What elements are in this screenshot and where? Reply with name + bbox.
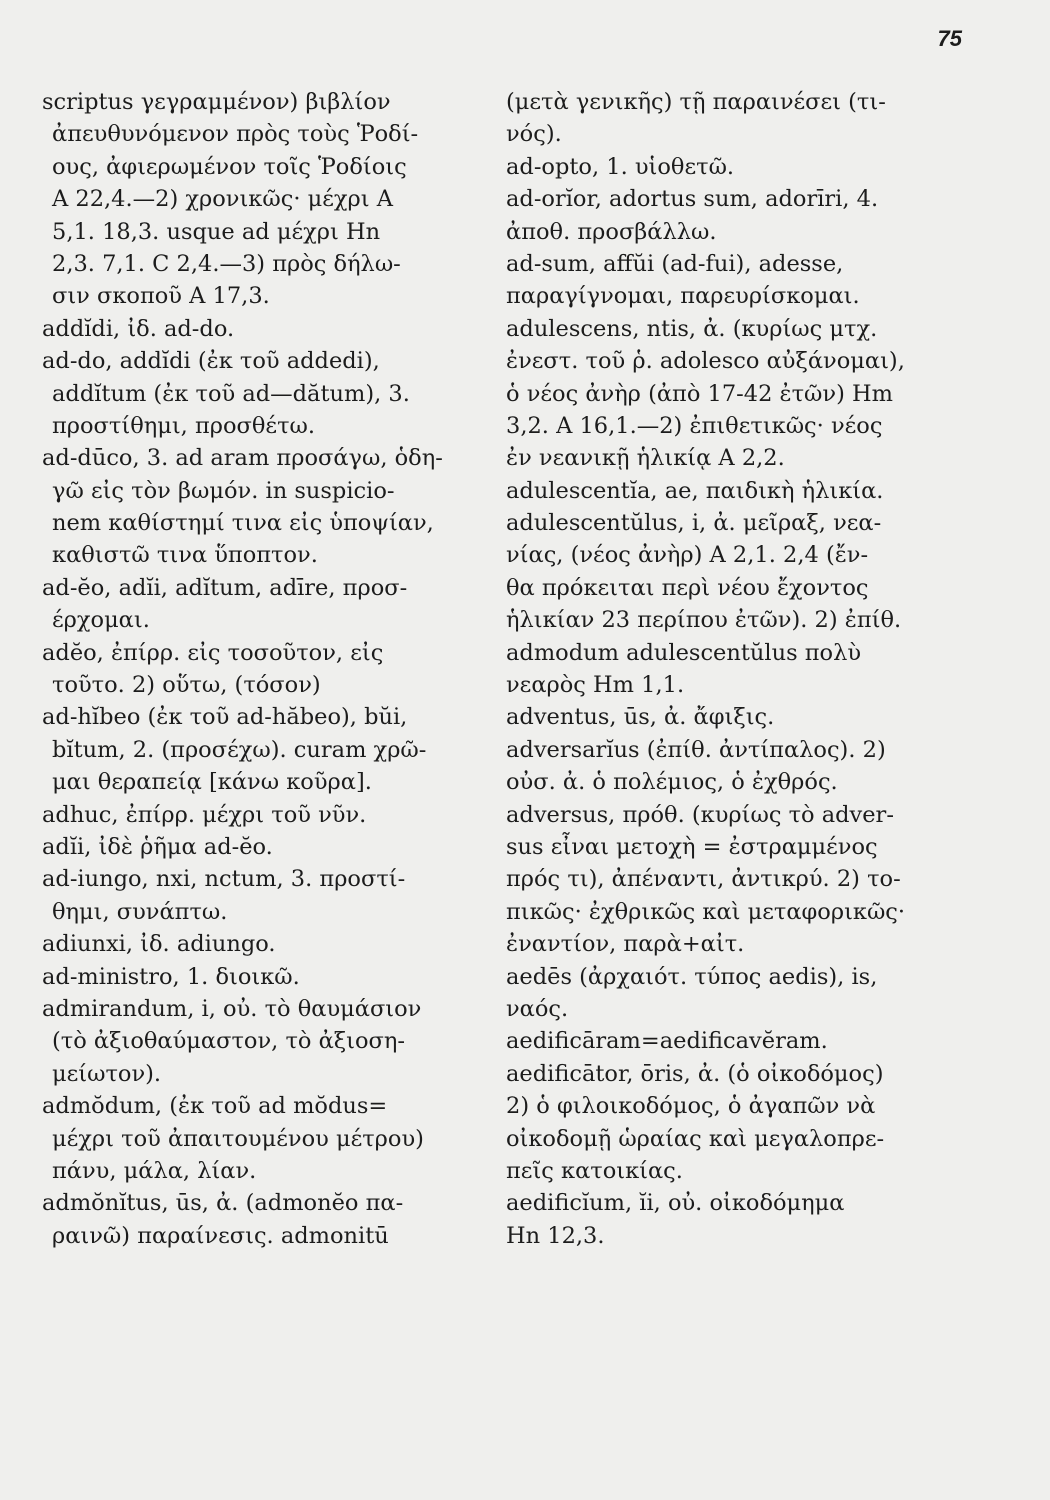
dictionary-line: 3,2. Α 16,1.—2) ἐπιθετικῶς· νέος xyxy=(506,412,883,439)
dictionary-line: 5,1. 18,3. usque ad μέχρι Ηn xyxy=(52,218,381,245)
dictionary-line: σιν σκοποῦ Α 17,3. xyxy=(52,283,270,310)
dictionary-line: ad-dūco, 3. ad aram προσάγω, ὁδη- xyxy=(42,445,443,472)
dictionary-line: adĭi, ἰδὲ ῥῆμα ad-ĕo. xyxy=(42,833,273,860)
dictionary-line: Ηn 12,3. xyxy=(506,1222,605,1249)
dictionary-line: adhuc, ἐπίρρ. μέχρι τοῦ νῦν. xyxy=(42,801,367,828)
dictionary-line: admodum adulescentŭlus πολὺ xyxy=(506,639,862,666)
dictionary-line: ad-ĕo, adĭi, adĭtum, adīre, προσ- xyxy=(42,574,408,601)
dictionary-line: θημι, συνάπτω. xyxy=(52,898,228,925)
dictionary-line: 2,3. 7,1. C 2,4.—3) πρὸς δήλω- xyxy=(52,250,401,277)
dictionary-line: bĭtum, 2. (προσέχω). curam χρῶ- xyxy=(52,736,427,763)
dictionary-line: admŏnĭtus, ūs, ἀ. (admonĕo πα- xyxy=(42,1190,404,1217)
dictionary-line: addĭdi, ἰδ. ad-do. xyxy=(42,315,235,342)
dictionary-line: οἰκοδομῇ ὡραίας καὶ μεγαλοπρε- xyxy=(506,1125,885,1152)
dictionary-line: adulescentŭlus, i, ἀ. μεῖραξ, νεα- xyxy=(506,510,882,537)
dictionary-line: ad-ministro, 1. διοικῶ. xyxy=(42,963,300,990)
dictionary-line: adversarĭus (ἐπίθ. ἀντίπαλος). 2) xyxy=(506,736,886,763)
dictionary-line: (μετὰ γενικῆς) τῇ παραινέσει (τι- xyxy=(506,89,886,115)
dictionary-line: πικῶς· ἐχθρικῶς καὶ μεταφορικῶς· xyxy=(506,898,906,925)
dictionary-line: καθιστῶ τινα ὕποπτον. xyxy=(52,542,318,569)
dictionary-line: ad-opto, 1. υἱοθετῶ. xyxy=(506,153,735,180)
dictionary-line: ους, ἀφιερωμένον τοῖς Ῥοδίοις xyxy=(52,153,407,180)
right-column xyxy=(506,86,940,1252)
dictionary-line: 2) ὁ φιλοικοδόμος, ὁ ἀγαπῶν νὰ xyxy=(506,1093,876,1120)
dictionary-line: ὁ νέος ἀνὴρ (ἀπὸ 17-42 ἐτῶν) Ηm xyxy=(506,380,893,407)
dictionary-line: ναός. xyxy=(506,995,569,1022)
dictionary-line: οὐσ. ἀ. ὁ πολέμιος, ὁ ἐχθρός. xyxy=(506,769,838,796)
dictionary-line: παραγίγνομαι, παρευρίσκομαι. xyxy=(506,283,860,310)
dictionary-line: θα πρόκειται περὶ νέου ἔχοντος xyxy=(506,574,869,601)
dictionary-line: τοῦτο. 2) οὕτω, (τόσον) xyxy=(52,672,321,699)
dictionary-line: adventus, ūs, ἀ. ἄφιξις. xyxy=(506,704,775,731)
dictionary-line: aedēs (ἀρχαιότ. τύπος aedis), is, xyxy=(506,963,878,990)
dictionary-line: νεαρὸς Ηm 1,1. xyxy=(506,672,685,699)
dictionary-line: ad-sum, affŭi (ad-fui), adesse, xyxy=(506,250,844,277)
dictionary-line: έρχομαι. xyxy=(52,607,150,634)
dictionary-line: ἀπευθυνόμενον πρὸς τοὺς Ῥοδί- xyxy=(52,121,419,148)
dictionary-line: adĕo, ἐπίρρ. εἰς τοσοῦτον, εἰς xyxy=(42,639,384,666)
dictionary-line: adulescens, ntis, ἀ. (κυρίως μτχ. xyxy=(506,315,878,342)
dictionary-line: adversus, πρόθ. (κυρίως τὸ adver- xyxy=(506,801,894,828)
dictionary-line: πάνυ, μάλα, λίαν. xyxy=(52,1157,257,1184)
dictionary-line: admirandum, i, οὐ. τὸ θαυμάσιον xyxy=(42,995,422,1022)
dictionary-line: ad-do, addĭdi (ἐκ τοῦ addedi), xyxy=(42,348,380,375)
dictionary-line: πεῖς κατοικίας. xyxy=(506,1157,683,1184)
dictionary-line: πρός τι), ἀπέναντι, ἀντικρύ. 2) το- xyxy=(506,866,901,893)
dictionary-line: νός). xyxy=(506,121,562,148)
dictionary-line: aedificĭum, ĭi, οὐ. οἰκοδόμημα xyxy=(506,1190,845,1217)
dictionary-line: adiunxi, ἰδ. adiungo. xyxy=(42,931,276,958)
dictionary-line: scriptus γεγραμμένον) βιβλίον xyxy=(42,89,391,115)
dictionary-line: νίας, (νέος ἀνὴρ) Α 2,1. 2,4 (ἔν- xyxy=(506,542,869,569)
dictionary-line: ἐναντίον, παρὰ+αἰτ. xyxy=(506,931,745,958)
dictionary-line: ἀποθ. προσβάλλω. xyxy=(506,218,717,245)
dictionary-line: Α 22,4.—2) χρονικῶς· μέχρι Α xyxy=(52,186,393,213)
page-number: 75 xyxy=(937,26,962,51)
dictionary-line: ἐνεστ. τοῦ ῥ. adolesco αὐξάνομαι), xyxy=(506,348,905,375)
dictionary-line: γῶ εἰς τὸν βωμόν. in suspicio- xyxy=(52,477,395,504)
dictionary-line: μείωτον). xyxy=(52,1060,162,1087)
dictionary-line: ad-iungo, nxi, nctum, 3. προστί- xyxy=(42,866,406,893)
dictionary-line: nem καθίστημί τινα εἰς ὑποψίαν, xyxy=(52,510,434,537)
dictionary-line: ραινῶ) παραίνεσις. admonitū xyxy=(52,1222,389,1249)
dictionary-line: μαι θεραπείᾳ [κάνω κοῦρα]. xyxy=(52,769,372,796)
dictionary-line: ad-hĭbeo (ἐκ τοῦ ad-hăbeo), bŭi, xyxy=(42,704,408,731)
dictionary-line: ἐν νεανικῇ ἡλικίᾳ Α 2,2. xyxy=(506,445,785,472)
dictionary-line: admŏdum, (ἐκ τοῦ ad mŏdus= xyxy=(42,1093,388,1120)
dictionary-line: ἡλικίαν 23 περίπου ἐτῶν). 2) ἐπίθ. xyxy=(506,607,902,634)
dictionary-line: μέχρι τοῦ ἀπαιτουμένου μέτρου) xyxy=(52,1125,424,1152)
dictionary-line: addĭtum (ἐκ τοῦ ad—dătum), 3. xyxy=(52,380,410,407)
dictionary-line: προστίθημι, προσθέτω. xyxy=(52,412,316,439)
dictionary-line: sus εἶναι μετοχὴ = ἐστραμμένος xyxy=(506,833,878,860)
left-column xyxy=(42,86,474,1252)
dictionary-line: (τὸ ἀξιοθαύμαστον, τὸ ἀξιοση- xyxy=(52,1028,405,1055)
dictionary-line: aedificāram=aedificavĕram. xyxy=(506,1028,828,1055)
dictionary-line: aedificātor, ōris, ἀ. (ὁ οἰκοδόμος) xyxy=(506,1060,884,1087)
dictionary-line: adulescentĭa, ae, παιδικὴ ἡλικία. xyxy=(506,477,884,504)
dictionary-line: ad-orĭor, adortus sum, adorīri, 4. xyxy=(506,186,879,213)
